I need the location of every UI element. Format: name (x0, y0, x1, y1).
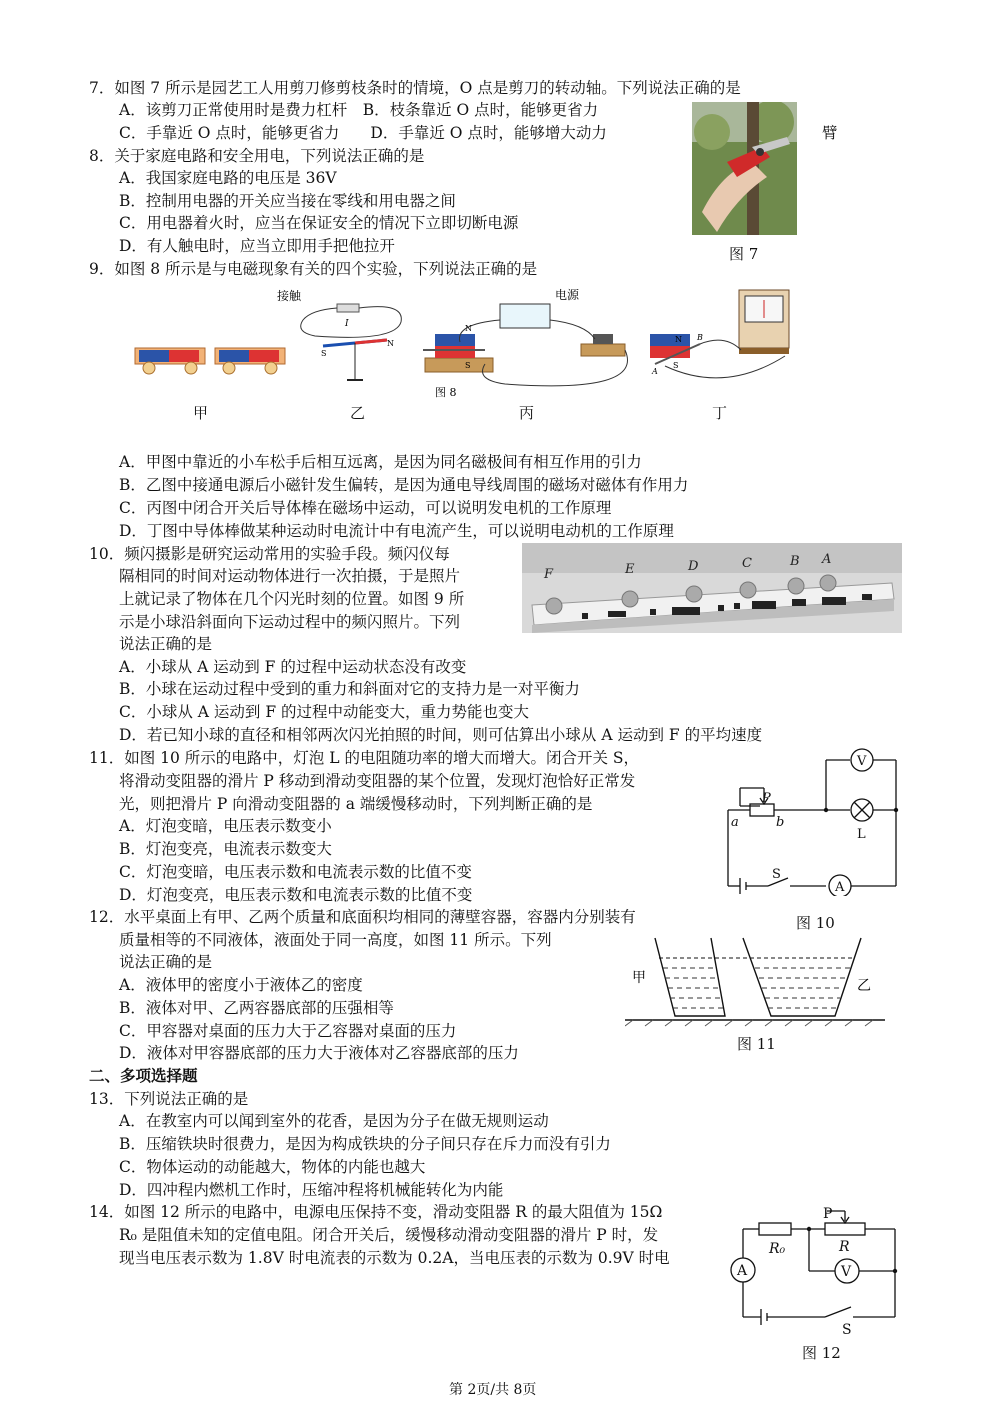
q12-option-d: D．液体对甲容器底部的压力大于液体对乙容器底部的压力 (119, 1044, 519, 1062)
figure-8-label-bing: 丙 (519, 404, 535, 422)
circuit-10-switch-label: S (772, 867, 781, 882)
q13-option-c: C．物体运动的动能越大，物体的内能也越大 (119, 1158, 426, 1176)
q12-option-c: C．甲容器对桌面的压力大于乙容器对桌面的压力 (119, 1022, 457, 1040)
experiment-jia-cars (135, 348, 285, 374)
container-yi-label: 乙 (857, 978, 871, 994)
q10-stem-line-4: 示是小球沿斜面向下运动过程中的频闪照片。下列 (119, 613, 461, 631)
q7-options-ab: A．该剪刀正常使用时是费力杠杆 B．枝条靠近 O 点时，能够更省力 (119, 101, 599, 119)
figure-8-caption: 图 8 (435, 386, 457, 399)
experiment-bing-motor (423, 287, 628, 399)
q12-stem-line-2: 质量相等的不同液体，液面处于同一高度，如图 11 所示。下列 (119, 931, 552, 949)
label-s: S (465, 361, 471, 370)
figure-7-photo (692, 102, 797, 235)
q10-option-c: C．小球从 A 运动到 F 的过程中动能变大，重力势能也变大 (119, 703, 530, 721)
circuit-10-end-b: b (776, 815, 785, 830)
label-current: I (345, 319, 349, 329)
circuit-12-ammeter-label: A (737, 1263, 748, 1279)
q14-stem-line-3: 现当电压表示数为 1.8V 时电流表的示数为 0.2A，当电压表的示数为 0.9V 时电 (119, 1249, 670, 1267)
label-power: 电源 (555, 288, 580, 302)
q11-option-d: D．灯泡变亮，电压表示数和电流表示数的比值不变 (119, 886, 473, 904)
q7-stem: 7．如图 7 所示是园艺工人用剪刀修剪枝条时的情境，O 点是剪刀的转动轴。下列说法正确的是 (89, 79, 741, 97)
q10-option-d: D．若已知小球的直径和相邻两次闪光拍照的时间，则可估算出小球从 A 运动到 F 的平均速度 (119, 726, 763, 744)
q13-option-a: A．在教室内可以闻到室外的花香，是因为分子在做无规则运动 (119, 1112, 549, 1130)
q9-option-d: D．丁图中导体棒做某种运动时电流计中有电流产生，可以说明电动机的工作原理 (119, 522, 674, 540)
q12-option-a: A．液体甲的密度小于液体乙的密度 (119, 976, 363, 994)
q8-option-d: D．有人触电时，应当立即用手把他拉开 (119, 237, 395, 255)
q8-option-c: C．用电器着火时，应当在保证安全的情况下立即切断电源 (119, 214, 519, 232)
q10-stem-line-2: 隔相同的时间对运动物体进行一次拍摄，于是照片 (119, 567, 461, 585)
q12-stem-line-1: 12．水平桌面上有甲、乙两个质量和底面积均相同的薄壁容器，容器内分别装有 (89, 908, 636, 926)
q11-stem-line-2: 将滑动变阻器的滑片 P 移动到滑动变阻器的某个位置，发现灯泡恰好正常发 (119, 772, 636, 790)
q11-option-b: B．灯泡变亮，电流表示数变大 (119, 840, 332, 858)
figure-7-caption: 图 7 (729, 245, 759, 263)
q9-option-c: C．丙图中闭合开关后导体棒在磁场中运动，可以说明发电机的工作原理 (119, 499, 612, 517)
figure-10-circuit (720, 748, 905, 896)
label-a: A (652, 367, 658, 376)
circuit-10-ammeter-label: A (835, 880, 845, 895)
circuit-10-lamp-label: L (857, 827, 866, 842)
container-jia-label: 甲 (632, 970, 646, 986)
ball-label-a: A (822, 552, 832, 567)
q9-option-b: B．乙图中接通电源后小磁针发生偏转，是因为通电导线周围的磁场对磁体有作用力 (119, 476, 689, 494)
q13-stem: 13．下列说法正确的是 (89, 1090, 249, 1108)
q7-options-cd-tail: 臂 (822, 124, 838, 142)
ball-label-f: F (544, 567, 554, 582)
circuit-12-r0-label: R₀ (769, 1241, 786, 1257)
q11-option-a: A．灯泡变暗，电压表示数变小 (119, 817, 332, 835)
q8-stem: 8．关于家庭电路和安全用电，下列说法正确的是 (89, 147, 425, 165)
figure-8-experiments (125, 284, 805, 399)
q10-stem-line-5: 说法正确的是 (119, 635, 213, 653)
ball-label-d: D (688, 559, 699, 574)
label-contact: 接触 (277, 289, 302, 303)
circuit-12-slider-label: P (823, 1206, 833, 1222)
experiment-ding-generator (650, 290, 789, 378)
q7-options-cd: C．手靠近 O 点时，能够更省力 D．手靠近 O 点时，能够增大动力 (119, 124, 607, 142)
figure-12-circuit (725, 1203, 905, 1338)
figure-11-caption: 图 11 (737, 1035, 776, 1053)
label-n: N (675, 335, 682, 344)
label-s: S (321, 349, 327, 358)
figure-11-containers (625, 930, 885, 1028)
q8-option-b: B．控制用电器的开关应当接在零线和用电器之间 (119, 192, 456, 210)
q8-option-a: A．我国家庭电路的电压是 36V (119, 169, 337, 187)
figure-8-label-jia: 甲 (193, 404, 209, 422)
q10-stem-line-3: 上就记录了物体在几个闪光时刻的位置。如图 9 所 (119, 590, 465, 608)
circuit-10-end-a: a (731, 815, 739, 830)
circuit-10-voltmeter-label: V (857, 754, 867, 769)
ball-label-c: C (742, 556, 752, 571)
q13-option-b: B．压缩铁块时很费力，是因为构成铁块的分子间只存在斥力而没有引力 (119, 1135, 611, 1153)
q11-stem-line-3: 光，则把滑片 P 向滑动变阻器的 a 端缓慢移动时，下列判断正确的是 (119, 795, 593, 813)
figure-12-caption: 图 12 (802, 1344, 841, 1362)
figure-10-caption: 图 10 (796, 914, 835, 932)
label-n: N (387, 339, 394, 348)
q13-option-d: D．四冲程内燃机工作时，压缩冲程将机械能转化为内能 (119, 1181, 504, 1199)
page-footer: 第 2页/共 8页 (449, 1382, 537, 1398)
circuit-12-switch-label: S (842, 1322, 852, 1338)
q9-stem: 9．如图 8 所示是与电磁现象有关的四个实验，下列说法正确的是 (89, 260, 538, 278)
q11-option-c: C．灯泡变暗，电压表示数和电流表示数的比值不变 (119, 863, 472, 881)
q10-stem-line-1: 10．频闪摄影是研究运动常用的实验手段。频闪仪每 (89, 545, 450, 563)
circuit-12-r-label: R (839, 1239, 850, 1255)
figure-8-label-yi: 乙 (350, 404, 366, 422)
q10-option-a: A．小球从 A 运动到 F 的过程中运动状态没有改变 (119, 658, 467, 676)
q14-stem-line-1: 14．如图 12 所示的电路中，电源电压保持不变，滑动变阻器 R 的最大阻值为 15Ω (89, 1203, 663, 1221)
q12-option-b: B．液体对甲、乙两容器底部的压强相等 (119, 999, 394, 1017)
figure-9-flash-photo (522, 543, 902, 633)
section-heading: 二、多项选择题 (89, 1067, 198, 1085)
label-n: N (465, 324, 472, 333)
ball-label-e: E (625, 562, 635, 577)
experiment-yi-compass (277, 288, 401, 380)
ball-label-b: B (790, 554, 800, 569)
q14-stem-line-2: R₀ 是阻值未知的定值电阻。闭合开关后，缓慢移动滑动变阻器的滑片 P 时，发 (119, 1226, 659, 1244)
figure-8-label-ding: 丁 (712, 404, 728, 422)
q10-option-b: B．小球在运动过程中受到的重力和斜面对它的支持力是一对平衡力 (119, 680, 580, 698)
label-b: B (697, 333, 703, 342)
q11-stem-line-1: 11．如图 10 所示的电路中，灯泡 L 的电阻随功率的增大而增大。闭合开关 S， (89, 749, 639, 767)
circuit-12-voltmeter-label: V (841, 1264, 852, 1280)
q12-stem-line-3: 说法正确的是 (119, 953, 213, 971)
label-s: S (673, 361, 679, 370)
q9-option-a: A．甲图中靠近的小车松手后相互远离，是因为同名磁极间有相互作用的引力 (119, 453, 642, 471)
circuit-10-slider-label: P (762, 791, 771, 806)
